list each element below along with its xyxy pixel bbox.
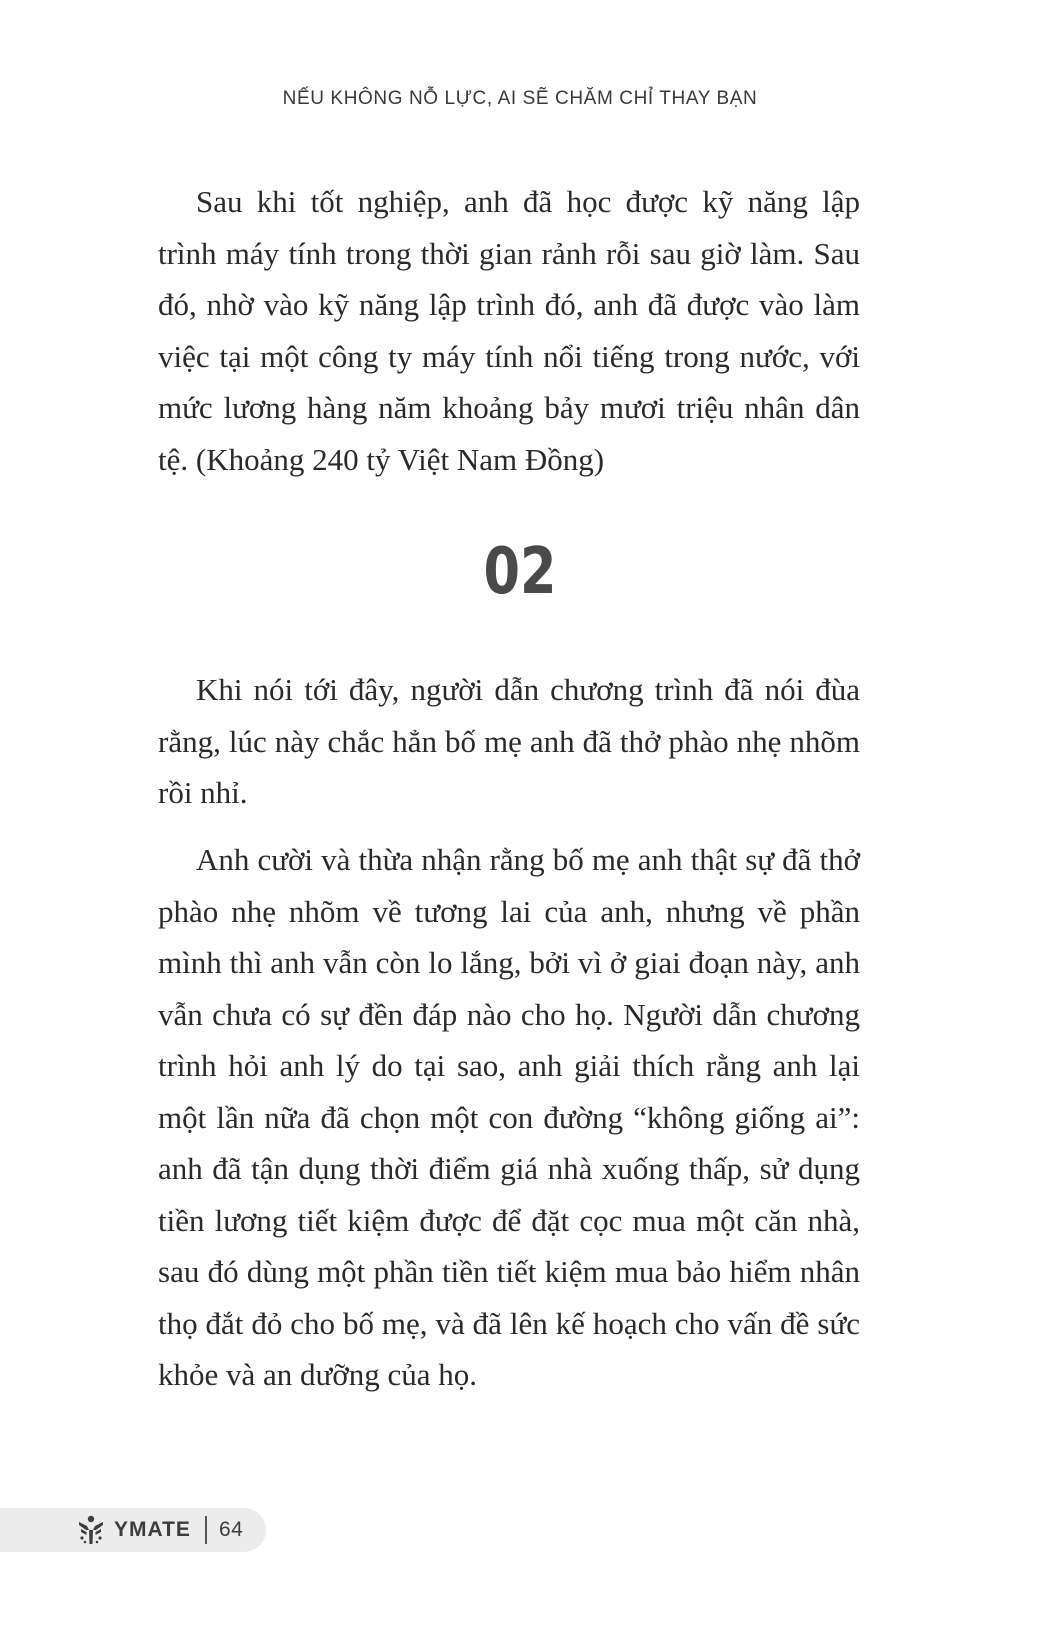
page-number: 64 bbox=[218, 1518, 244, 1541]
running-header: NẾU KHÔNG NỖ LỰC, AI SẼ CHĂM CHỈ THAY BẠN bbox=[282, 88, 758, 109]
paragraph-1: Sau khi tốt nghiệp, anh đã học được kỹ năng lập trình máy tính trong thời gian rảnh rỗi sau giờ làm. Sau đó, nhờ vào kỹ năng lập trình đó, anh đã được vào làm việc tại một công ty máy tính nổi tiếng trong nước, với mức lương hàng năm khoảng bảy mươi triệu nhân dân tệ. (Khoảng 240 tỷ Việt Nam Đồng) bbox=[158, 184, 860, 477]
ymate-logo-icon bbox=[74, 1513, 108, 1547]
paragraph-2: Khi nói tới đây, người dẫn chương trình đã nói đùa rằng, lúc này chắc hẳn bố mẹ anh đã thở phào nhẹ nhõm rồi nhỉ. bbox=[158, 672, 860, 810]
footer-page-tab bbox=[0, 1508, 266, 1552]
footer-divider bbox=[205, 1516, 207, 1544]
paragraph-3: Anh cười và thừa nhận rằng bố mẹ anh thật sự đã thở phào nhẹ nhõm về tương lai của anh, nhưng về phần mình thì anh vẫn còn lo lắng, bởi vì ở giai đoạn này, anh vẫn chưa có sự đền đáp nào cho họ. Người dẫn chương trình hỏi anh lý do tại sao, anh giải thích rằng anh lại một lần nữa đã chọn một con đường “không giống ai”: anh đã tận dụng thời điểm giá nhà xuống thấp, sử dụng tiền lương tiết kiệm được để đặt cọc mua một căn nhà, sau đó dùng một phần tiền tiết kiệm mua bảo hiểm nhân thọ đắt đỏ cho bố mẹ, và đã lên kế hoạch cho vấn đề sức khỏe và an dưỡng của họ. bbox=[158, 842, 860, 1392]
section-number: 02 bbox=[483, 535, 557, 609]
publisher-name: YMATE bbox=[114, 1518, 191, 1541]
